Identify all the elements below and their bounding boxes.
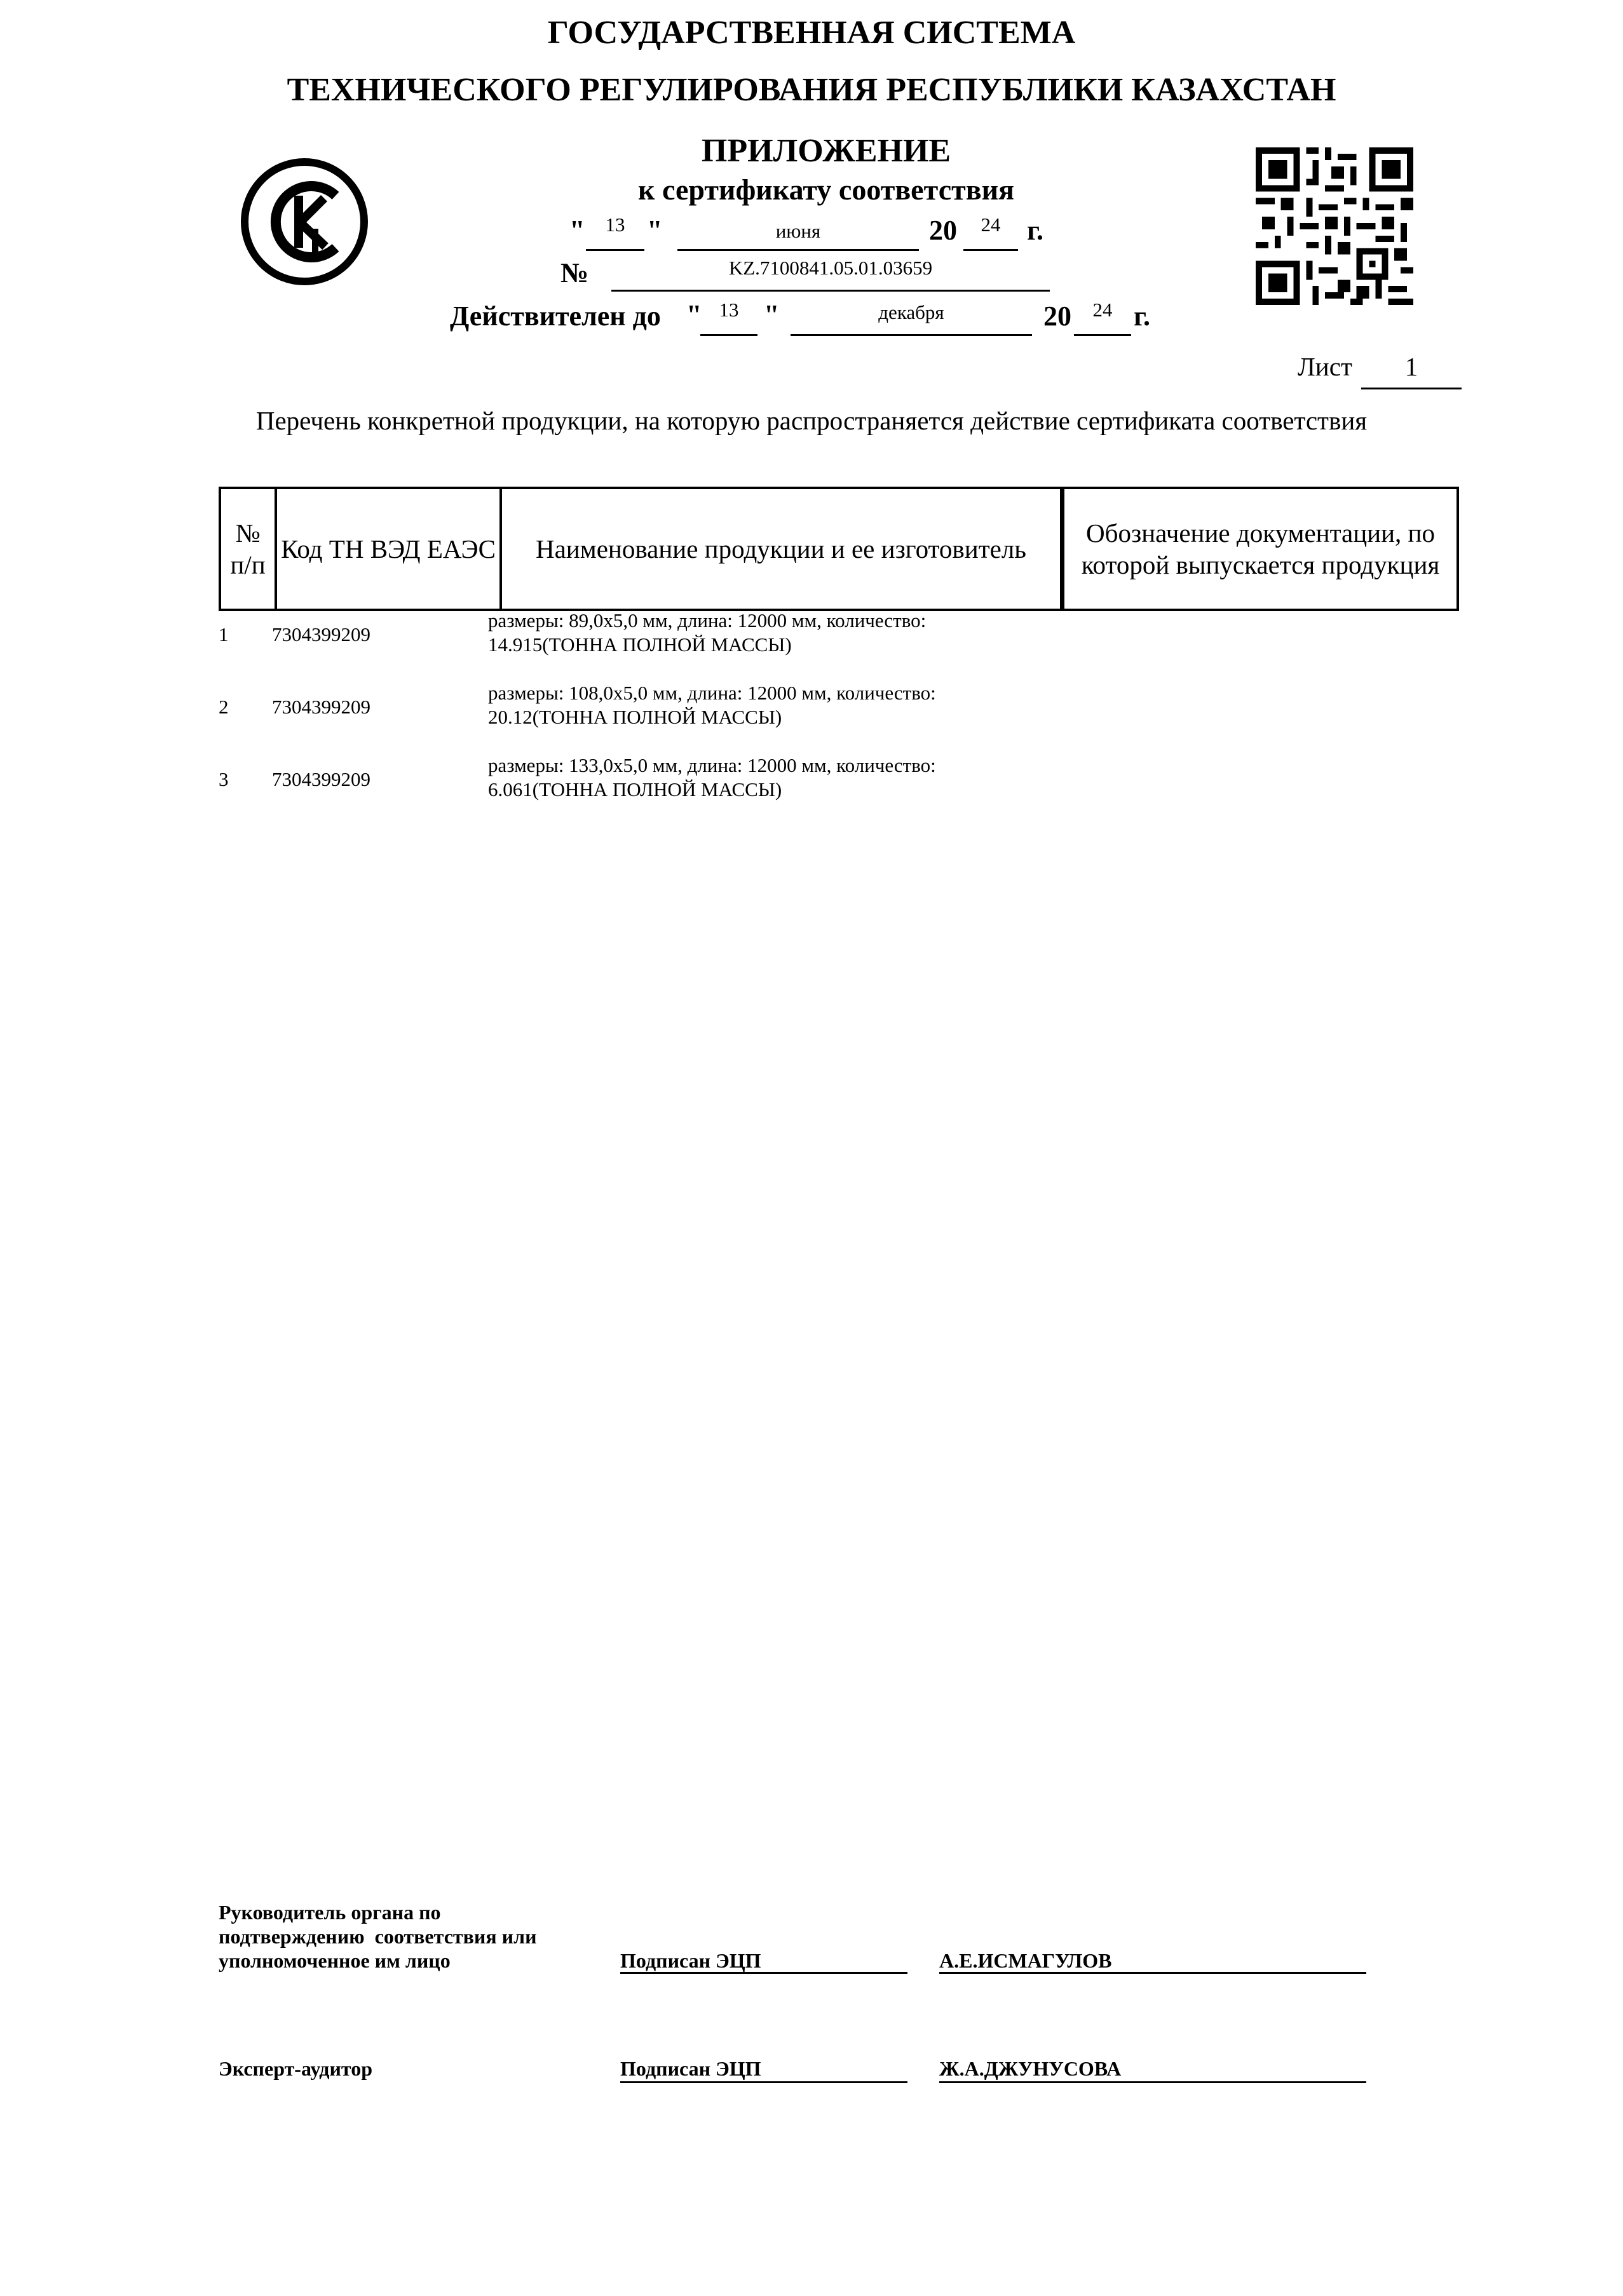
certificate-number-label: № bbox=[560, 257, 589, 288]
valid-year-suffix: г. bbox=[1134, 301, 1151, 332]
row-3-desc-line2: 6.061(ТОННА ПОЛНОЙ МАССЫ) bbox=[488, 778, 782, 800]
sheet-label: Лист bbox=[1298, 352, 1352, 381]
valid-century: 20 bbox=[1043, 301, 1071, 332]
system-title-line2: ТЕХНИЧЕСКОГО РЕГУЛИРОВАНИЯ РЕСПУБЛИКИ КАЗАХСТАН bbox=[287, 72, 1336, 108]
head-role-line2: подтверждению соответствия или bbox=[219, 1925, 537, 1948]
row-1-desc-line1: размеры: 89,0x5,0 мм, длина: 12000 мм, количество: bbox=[488, 609, 927, 631]
expert-name: Ж.А.ДЖУНУСОВА bbox=[939, 2057, 1122, 2080]
row-2-code: 7304399209 bbox=[272, 696, 370, 718]
row-3-num: 3 bbox=[219, 768, 229, 790]
issue-month: июня bbox=[775, 220, 821, 242]
row-1-num: 1 bbox=[219, 623, 229, 645]
system-title-line1: ГОСУДАРСТВЕННАЯ СИСТЕМА bbox=[547, 15, 1076, 51]
row-3-desc-line1: размеры: 133,0x5,0 мм, длина: 12000 мм, количество: bbox=[488, 754, 936, 776]
issue-year: 24 bbox=[981, 213, 1001, 236]
valid-day: 13 bbox=[719, 299, 739, 321]
annex-title: ПРИЛОЖЕНИЕ bbox=[701, 133, 951, 169]
kz-certification-mark-icon bbox=[240, 158, 369, 286]
valid-month: декабря bbox=[878, 301, 944, 323]
row-1-code: 7304399209 bbox=[272, 623, 370, 645]
col-header-docs: Обозначение документации, по которой выпускается продукция bbox=[1063, 488, 1458, 610]
head-role-line1: Руководитель органа по bbox=[219, 1901, 441, 1924]
row-3-code: 7304399209 bbox=[272, 768, 370, 790]
valid-quote-open: " bbox=[686, 299, 702, 330]
certificate-number: KZ.7100841.05.01.03659 bbox=[728, 257, 933, 279]
expert-role: Эксперт-аудитор bbox=[219, 2057, 373, 2080]
valid-year: 24 bbox=[1092, 299, 1113, 321]
col-header-name: Наименование продукции и ее изготовитель bbox=[501, 488, 1063, 610]
sheet-number: 1 bbox=[1404, 352, 1418, 381]
product-table-header bbox=[219, 487, 1459, 611]
issue-day: 13 bbox=[605, 213, 625, 236]
head-name: А.Е.ИСМАГУЛОВ bbox=[939, 1949, 1112, 1972]
row-2-desc-line2: 20.12(ТОННА ПОЛНОЙ МАССЫ) bbox=[488, 706, 782, 728]
row-1-desc-line2: 14.915(ТОННА ПОЛНОЙ МАССЫ) bbox=[488, 633, 792, 656]
issue-century: 20 bbox=[929, 215, 957, 246]
valid-quote-close: " bbox=[764, 299, 780, 330]
issue-quote-close: " bbox=[647, 215, 663, 246]
col-header-code: Код ТН ВЭД ЕАЭС bbox=[276, 488, 501, 610]
issue-year-suffix: г. bbox=[1027, 215, 1044, 246]
head-signed: Подписан ЭЦП bbox=[620, 1949, 761, 1972]
col-header-num: № п/п bbox=[220, 488, 276, 610]
product-list-heading: Перечень конкретной продукции, на которую распространяется действие сертификата соответствия bbox=[255, 406, 1368, 435]
issue-quote-open: " bbox=[569, 215, 585, 246]
qr-code-icon bbox=[1255, 147, 1414, 305]
row-2-desc-line1: размеры: 108,0x5,0 мм, длина: 12000 мм, количество: bbox=[488, 682, 936, 704]
valid-until-label: Действителен до bbox=[450, 301, 661, 332]
annex-subtitle: к сертификату соответствия bbox=[638, 173, 1014, 206]
expert-signed: Подписан ЭЦП bbox=[620, 2057, 761, 2080]
head-role-line3: уполномоченное им лицо bbox=[219, 1949, 451, 1972]
row-2-num: 2 bbox=[219, 696, 229, 718]
